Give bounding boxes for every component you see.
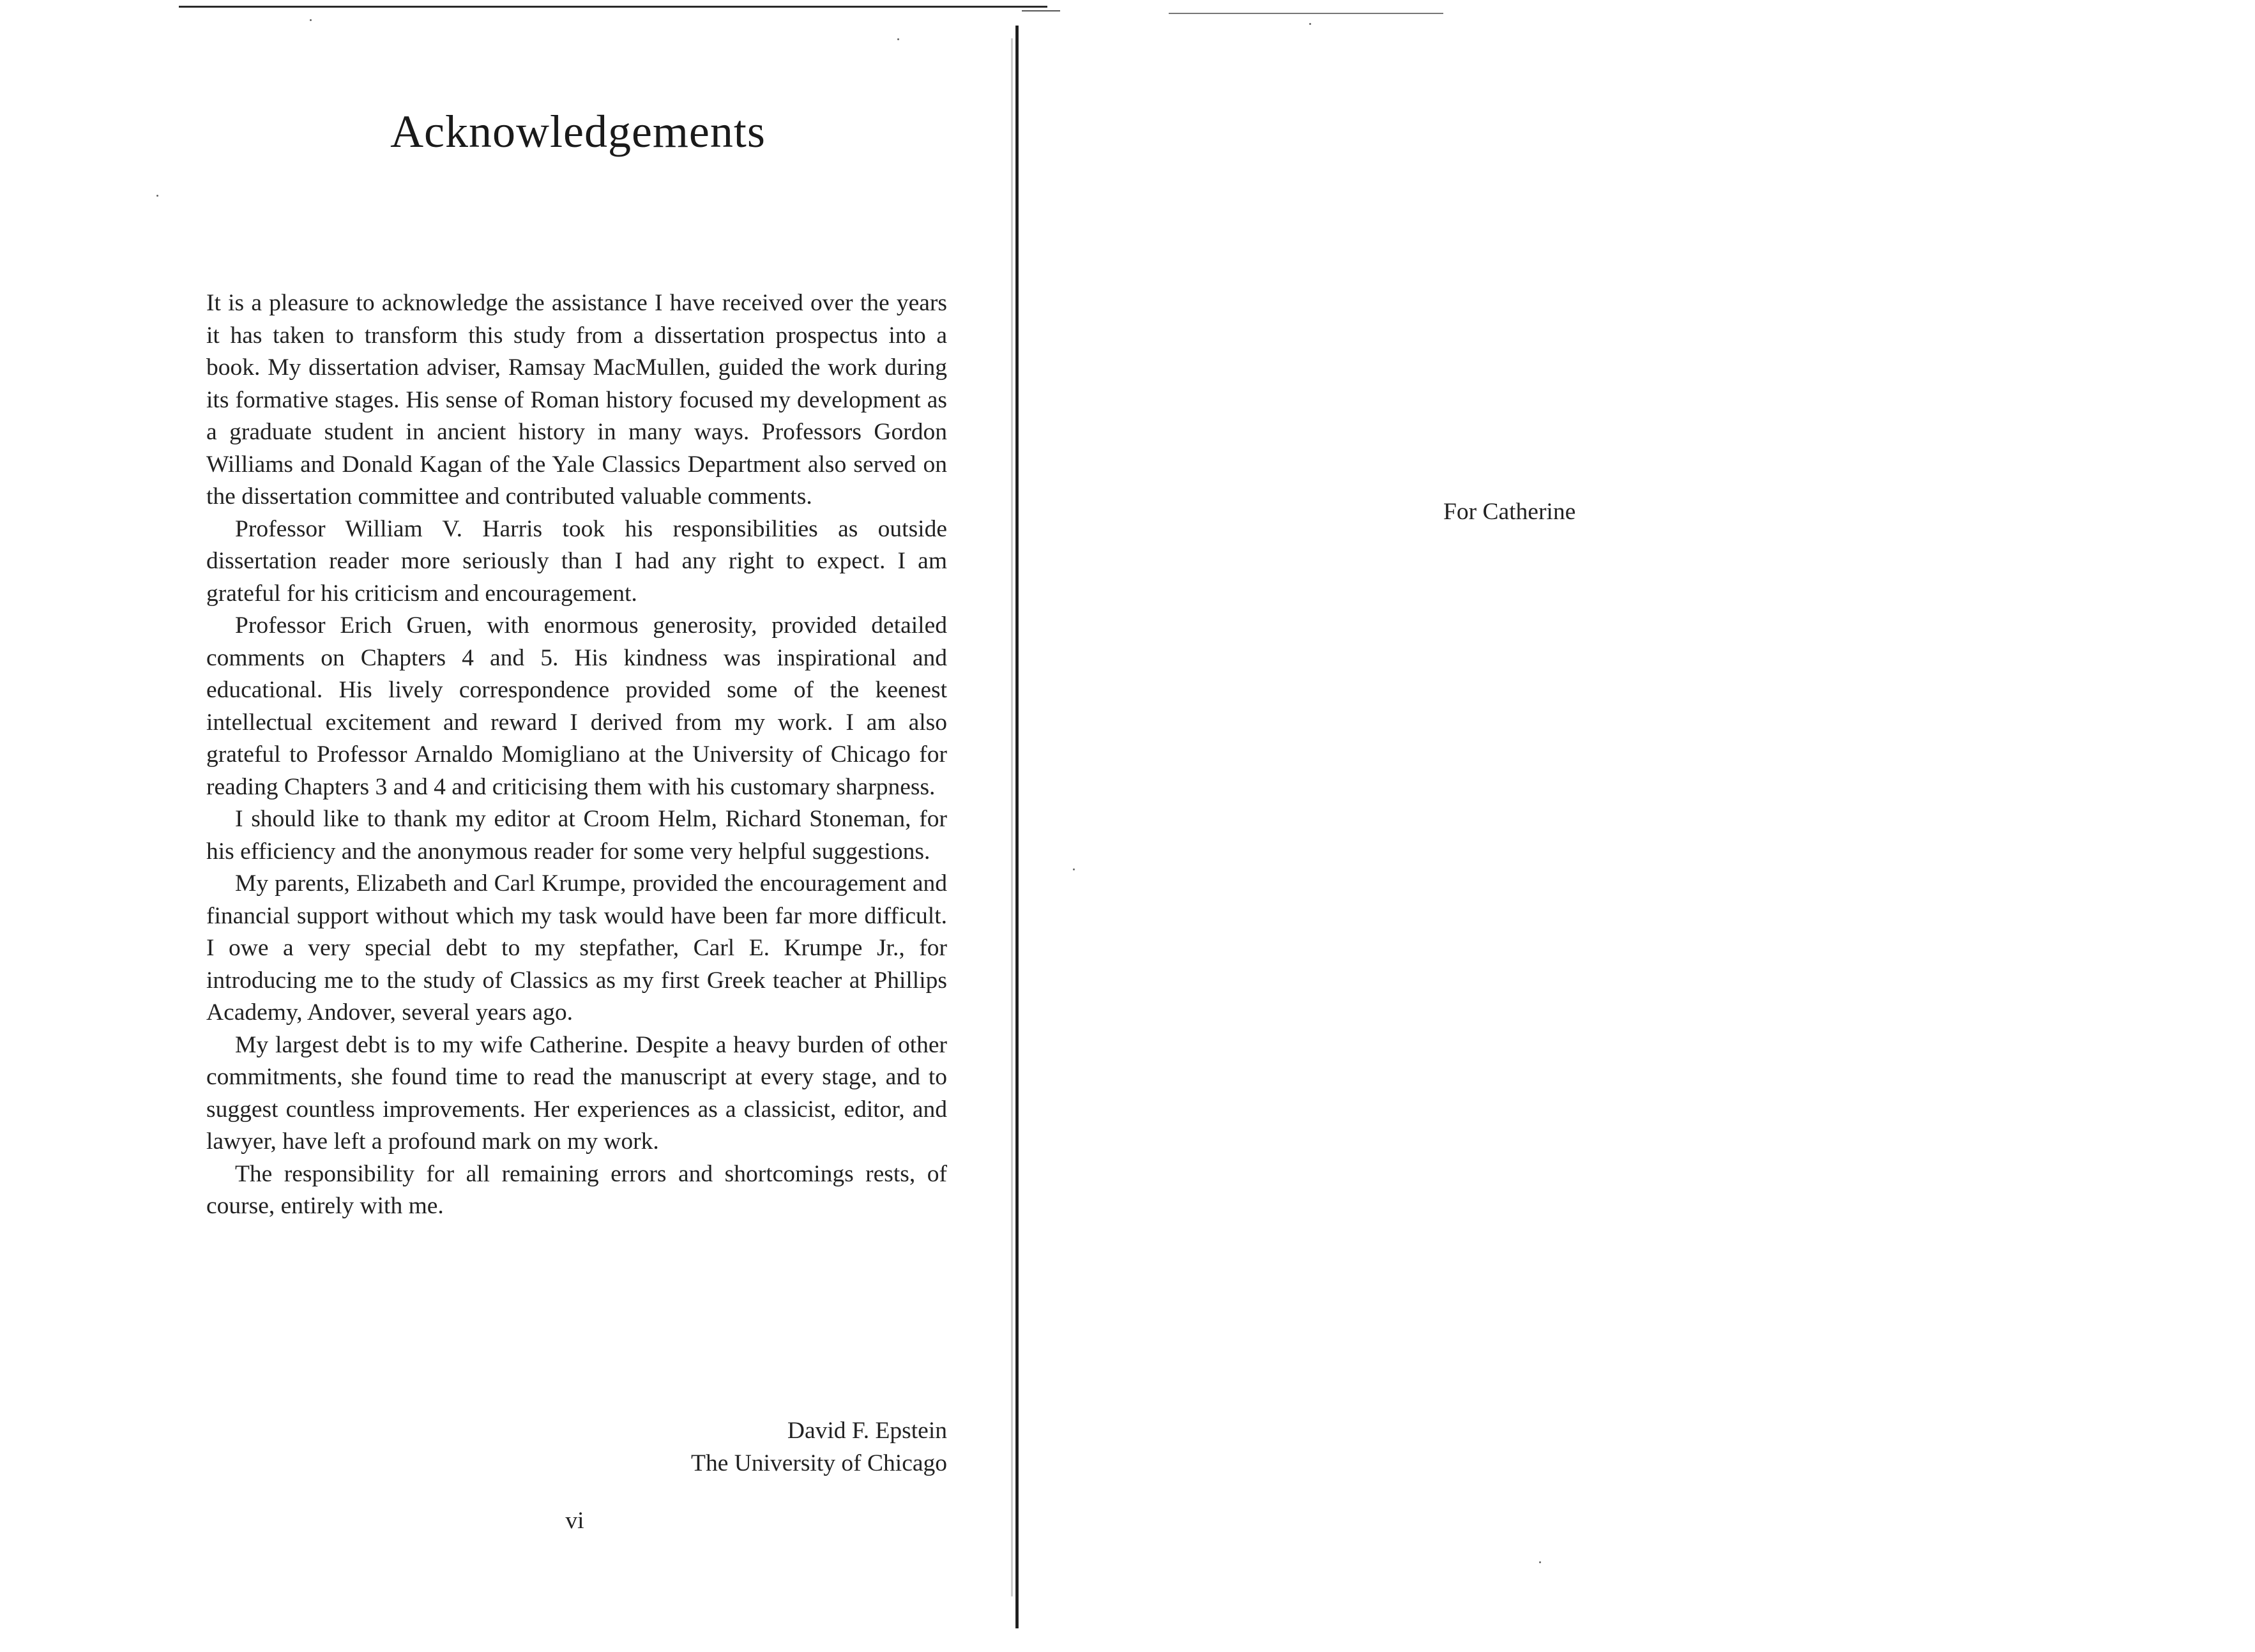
acknowledgements-body — [206, 287, 947, 1223]
right-page — [1022, 0, 2255, 1652]
page-number: vi — [565, 1508, 584, 1534]
dedication: For Catherine — [1443, 499, 1576, 525]
paragraph: My largest debt is to my wife Catherine. Despite a heavy burden of other commitments, she found time to read the manuscript at every stage, and to suggest countless improvements. Her experiences as a classicist, editor, and lawyer, have left a profound mark on my work. — [206, 1031, 947, 1155]
author-name: David F. Epstein — [787, 1418, 947, 1444]
signature-block — [511, 1414, 947, 1480]
paragraph: Professor William V. Harris took his responsibilities as outside dissertation reader more seriously than I had any right to expect. I am grateful for his criticism and encouragement. — [206, 515, 947, 607]
book-spine — [1015, 26, 1019, 1628]
page-title: Acknowledgements — [390, 106, 766, 157]
spine-shadow — [1011, 38, 1013, 1596]
paragraph: Professor Erich Gruen, with enormous generosity, provided detailed comments on Chapters 4 and 5. His kindness was inspirational and educational. His lively correspondence provided some of the keenest intellectual excitement and reward I derived from my work. I am also grateful to Professor Arnaldo Momigliano at the University of Chicago for reading Chapters 3 and 4 and criticising them with his customary sharpness. — [206, 612, 947, 800]
left-page — [0, 0, 1009, 1652]
paragraph: It is a pleasure to acknowledge the assistance I have received over the years it has taken to transform this study from a dissertation prospectus into a book. My dissertation adviser, Ramsay MacMullen, guided the work during its formative stages. His sense of Roman history focused my development as a graduate student in ancient history in many ways. Professors Gordon Williams and Donald Kagan of the Yale Classics Department also served on the dissertation committee and contributed valuable comments. — [206, 290, 947, 510]
paragraph: The responsibility for all remaining errors and shortcomings rests, of course, entirely with me. — [206, 1160, 947, 1219]
paragraph: My parents, Elizabeth and Carl Krumpe, provided the encouragement and financial support without which my task would have been far more difficult. I owe a very special debt to my stepfather, Carl E. Krumpe Jr., for introducing me to the study of Classics as my first Greek teacher at Phillips Academy, Andover, several years ago. — [206, 870, 947, 1026]
paragraph: I should like to thank my editor at Croom Helm, Richard Stoneman, for his efficiency and the anonymous reader for some very helpful suggestions. — [206, 806, 947, 865]
author-affiliation: The University of Chicago — [691, 1450, 947, 1476]
